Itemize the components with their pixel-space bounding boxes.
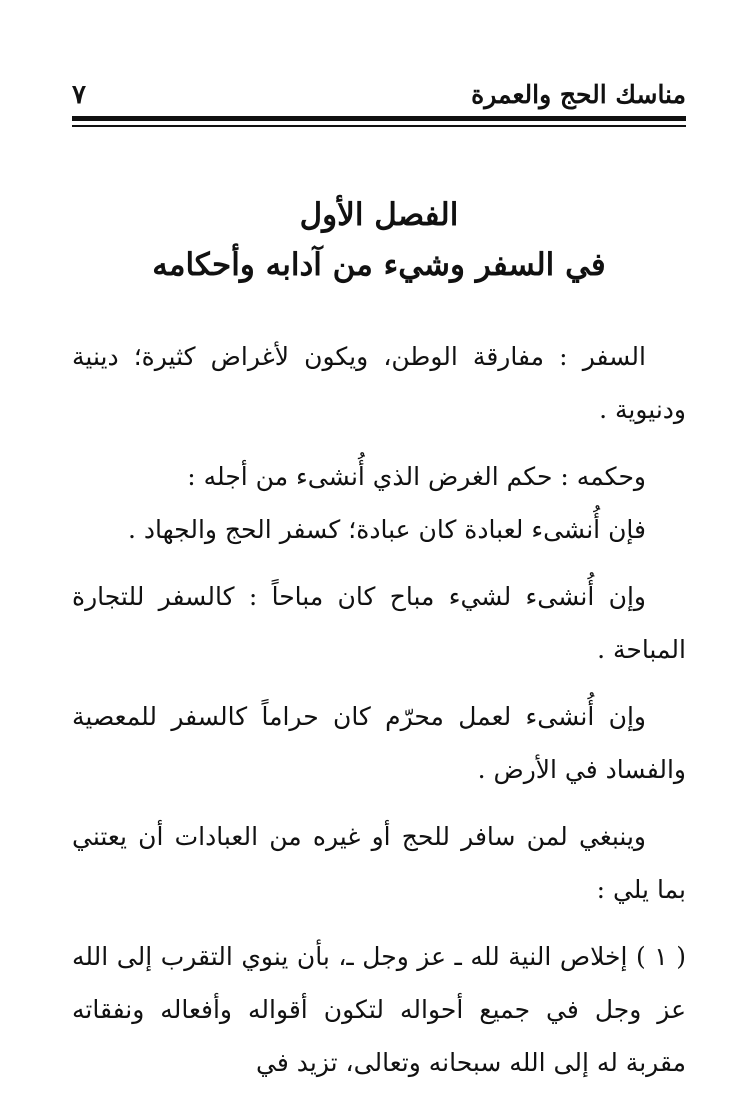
paragraph-worship: فإن أُنشىء لعبادة كان عبادة؛ كسفر الحج والجهاد . (128, 515, 646, 544)
paragraph-definition: السفر : مفارقة الوطن، ويكون لأغراض كثيرة؛ دينية ودنيوية . (72, 342, 686, 424)
chapter-subtitle: في السفر وشيء من آدابه وأحكامه (152, 247, 606, 283)
paragraph-ruling: وحكمه : حكم الغرض الذي أُنشىء من أجله : (187, 462, 646, 491)
body-text (72, 330, 686, 1089)
paragraph-recommendation: وينبغي لمن سافر للحج أو غيره من العبادات أن يعتني بما يلي : (72, 822, 686, 904)
paragraph-permissible: وإن أُنشىء لشيء مباح كان مباحاً : كالسفر للتجارة المباحة . (72, 582, 686, 664)
running-header (72, 78, 686, 118)
running-title: مناسك الحج والعمرة (471, 80, 686, 109)
chapter-title: الفصل الأول (299, 197, 459, 233)
paragraph-point-one: ( ١ ) إخلاص النية لله ـ عز وجل ـ، بأن ينوي التقرب إلى الله عز وجل في جميع أحواله لتكون أقواله وأفعاله ونفقاته مقربة له إلى الله سبحانه وتعالى، تزيد في (72, 942, 686, 1077)
header-rule-thick (72, 116, 686, 121)
header-rule-thin (72, 125, 686, 127)
paragraph-forbidden: وإن أُنشىء لعمل محرّم كان حراماً كالسفر للمعصية والفساد في الأرض . (72, 702, 686, 784)
chapter-heading (72, 190, 686, 290)
page-number: ٧ (72, 80, 86, 110)
